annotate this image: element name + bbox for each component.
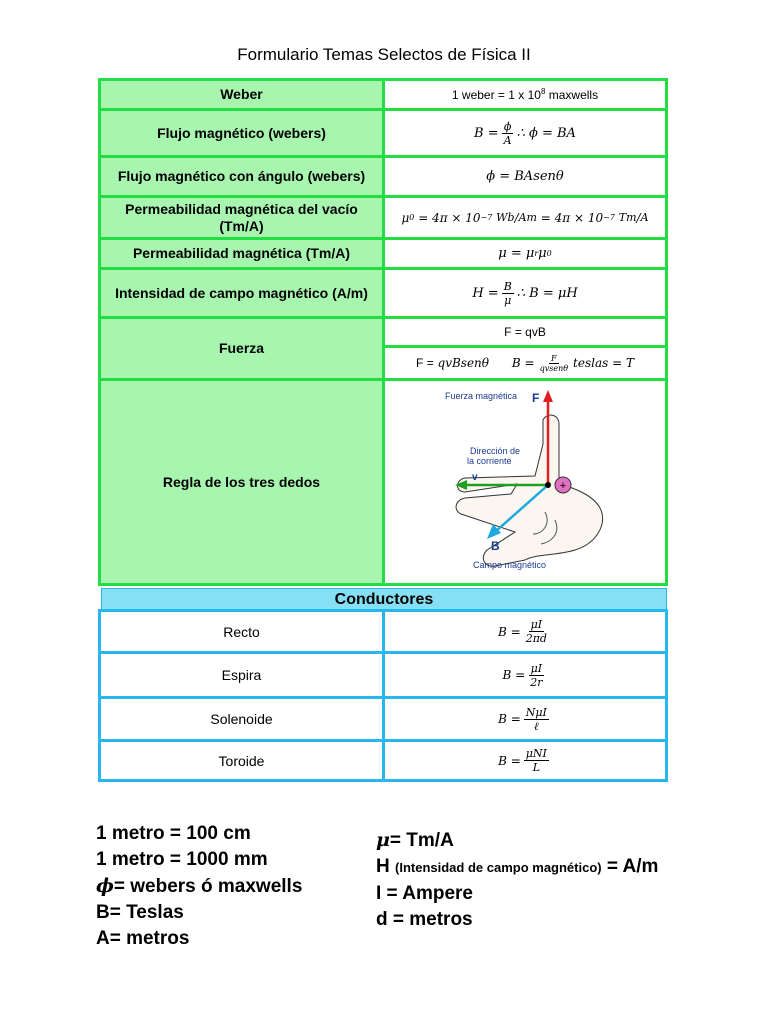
row-formula: B = $\frac{\mu I}{2r}$: [382, 651, 668, 699]
force-arrow-head: [543, 390, 553, 402]
row-formula: μ 0 = 4π × 10 −7 Wb / Am = 4π × 10 −7 Tm / A: [382, 195, 668, 240]
current-label-2: la corriente: [467, 456, 512, 466]
phi-symbol: ϕ: [96, 875, 114, 897]
row-label: Permeabilidad magnética del vacío (Tm/A): [98, 195, 385, 240]
hand-figure-cell: [382, 378, 668, 586]
fuerza-formulas: [382, 316, 668, 381]
note-line: H (Intensidad de campo magnético) = A/m: [376, 856, 659, 877]
row-formula: B = $\frac{\text{μNI}}{L}$: [382, 739, 668, 782]
hand-outline: [456, 415, 602, 566]
row-formula: B = $\frac{\mu I}{2\pi d}$: [382, 609, 668, 654]
note-line: I = Ampere: [376, 883, 473, 904]
row-label: Flujo magnético con ángulo (webers): [98, 155, 385, 198]
row-label: Toroide: [98, 739, 385, 782]
row-label: Flujo magnético (webers): [98, 108, 385, 158]
table-row-fuerza: [98, 316, 668, 381]
row-formula: B = $\frac{\text{NμI}}{\text{ℓ}}$: [382, 696, 668, 742]
field-label: Campo magnético: [473, 560, 547, 570]
row-formula: H = $\frac{B}{\mu}$ ∴ B = μH: [382, 267, 668, 319]
note-line: d = metros: [376, 909, 473, 930]
b-letter: B: [491, 539, 500, 553]
table-row-recto: [98, 609, 668, 654]
table-row-intensidad: [98, 267, 668, 319]
page-title: Formulario Temas Selectos de Física II: [237, 45, 531, 64]
row-label: Espira: [98, 651, 385, 699]
row-formula: ϕ = BAsenθ: [382, 155, 668, 198]
note-line: A= metros: [96, 928, 190, 949]
three-finger-rule-illustration: [425, 384, 625, 580]
row-formula: B = $\frac{\phi}{A}$ ∴ ϕ = BA: [382, 108, 668, 158]
row-label: Regla de los tres dedos: [98, 378, 385, 586]
table-row-espira: [98, 651, 668, 699]
force-label: Fuerza magnética: [445, 391, 518, 401]
row-label: Permeabilidad magnética (Tm/A): [98, 237, 385, 270]
note-line: μ= Tm/A: [376, 829, 454, 851]
notes-left: [96, 821, 302, 952]
mu-symbol: μ: [376, 829, 390, 851]
table-row-regla: [98, 378, 668, 586]
row-formula: μ = μ r μ 0: [382, 237, 668, 270]
table-row-permeabilidad: [98, 237, 668, 270]
table-row-flujo: [98, 108, 668, 158]
row-label: Fuerza: [98, 316, 385, 381]
v-letter: v: [472, 472, 478, 483]
row-label: Intensidad de campo magnético (A/m): [98, 267, 385, 319]
table-row-solenoide: [98, 696, 668, 742]
table-row-permeabilidad-vacio: [98, 195, 668, 240]
row-label: Recto: [98, 609, 385, 654]
table-row-weber: [98, 78, 668, 111]
fuerza-formula-1: F = qvB: [382, 316, 668, 348]
charge-symbol: +: [559, 480, 567, 492]
note-line: 1 metro = 100 cm: [96, 823, 251, 844]
row-label: Solenoide: [98, 696, 385, 742]
current-label-1: Dirección de: [470, 446, 521, 456]
notes-right: [376, 827, 658, 933]
origin-dot: [545, 482, 551, 488]
table-row-flujo-angulo: [98, 155, 668, 198]
note-line: ϕ= webers ó maxwells: [96, 875, 303, 897]
fuerza-formula-2: F = qvBsenθ B = $\frac{F}{\text{qvsenθ}}$ teslas = T: [382, 345, 668, 381]
table-row-toroide: [98, 739, 668, 782]
f-letter: F: [532, 391, 540, 405]
note-line: 1 metro = 1000 mm: [96, 849, 268, 870]
conductores-header: Conductores: [101, 588, 667, 611]
note-line: B= Teslas: [96, 902, 184, 923]
row-label: Weber: [98, 78, 385, 111]
row-formula: 1 weber = 1 x $10^8$ maxwells: [382, 78, 668, 111]
